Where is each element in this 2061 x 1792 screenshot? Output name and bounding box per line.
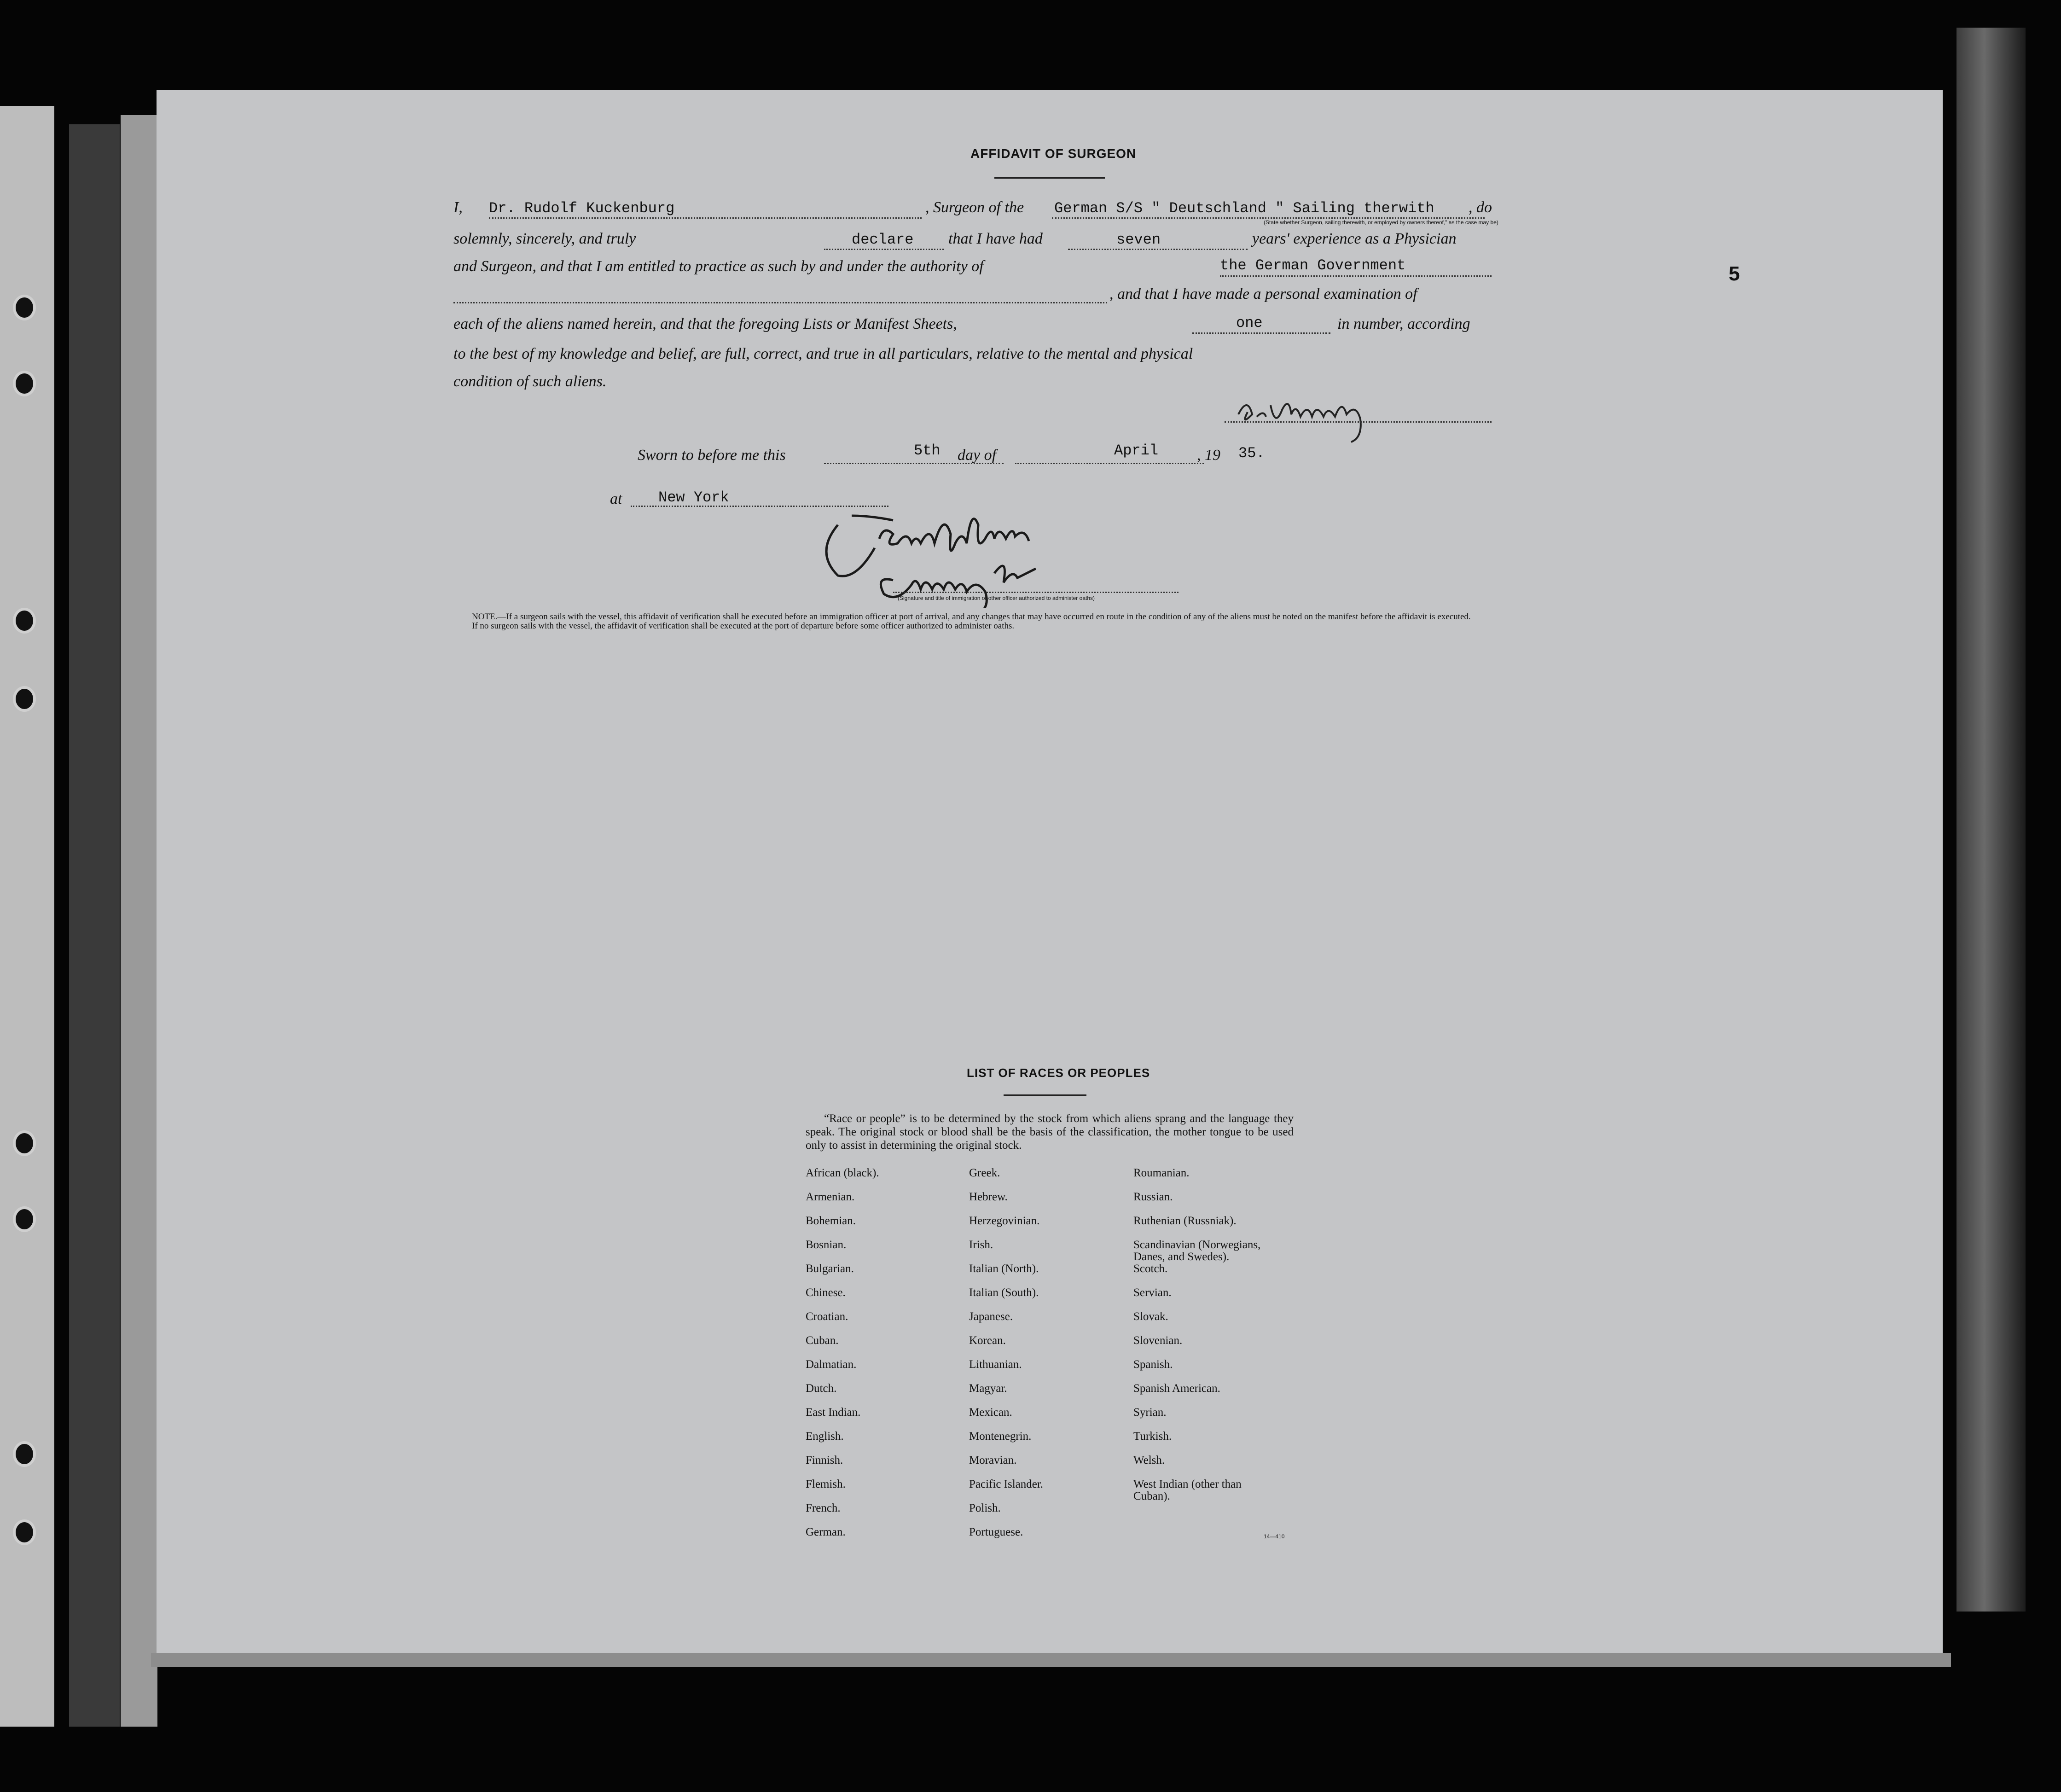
line-2-end: years' experience as a Physician (1252, 230, 1457, 247)
line-2-start: solemnly, sincerely, and truly (453, 230, 636, 247)
place-field: New York (658, 489, 729, 506)
race-item: Scotch. (1133, 1263, 1168, 1275)
race-item: Polish. (969, 1502, 1001, 1514)
note-paragraph-1: NOTE.—If a surgeon sails with the vessel, this affidavit of verification shall be executed before an immigration officer at port of arrival, and any changes that may have occurred en route in the condition of any of the aliens must be noted on the manifest before the affidavit is executed. (472, 612, 1471, 622)
race-item: Hebrew. (969, 1191, 1008, 1203)
binder-hole (13, 1130, 36, 1156)
sworn-mid: day of (958, 447, 997, 464)
races-column-2 (969, 1167, 1043, 1550)
at-label: at (610, 490, 622, 507)
race-item: Finnish. (806, 1454, 843, 1466)
race-item: Croatian. (806, 1310, 848, 1323)
race-item: Bohemian. (806, 1215, 856, 1227)
line-7: condition of such aliens. (453, 373, 607, 390)
sheets-dots (1192, 332, 1330, 334)
title-underline (994, 177, 1105, 179)
line-1-start: I, (453, 199, 463, 216)
race-item: Cuban. (806, 1334, 839, 1347)
line-2-mid: that I have had (948, 230, 1043, 247)
binder-hole (13, 295, 36, 320)
binder-hole (13, 1519, 36, 1545)
race-item: Lithuanian. (969, 1358, 1022, 1371)
month-dots (1015, 463, 1204, 464)
race-item: Japanese. (969, 1310, 1013, 1323)
race-item: Chinese. (806, 1286, 846, 1299)
binder-hole (13, 608, 36, 634)
officer-signature-line (893, 592, 1179, 593)
line-1-mid: , Surgeon of the (925, 199, 1024, 216)
race-item: African (black). (806, 1167, 879, 1179)
race-item: Servian. (1133, 1286, 1172, 1299)
affidavit-line-1 (453, 199, 463, 216)
surgeon-signature-line (1225, 421, 1492, 423)
race-item: Spanish. (1133, 1358, 1173, 1371)
race-item: German. (806, 1526, 846, 1538)
race-item: Bulgarian. (806, 1263, 854, 1275)
officer-caption: (Signature and title of immigration or other officer authorized to administer oaths) (898, 595, 1095, 601)
line-5-start: each of the aliens named herein, and that the foregoing Lists or Manifest Sheets, (453, 315, 957, 332)
binder-hole (13, 1441, 36, 1467)
race-item: Turkish. (1133, 1430, 1172, 1443)
race-item: Mexican. (969, 1406, 1012, 1419)
race-item: Dalmatian. (806, 1358, 857, 1371)
race-item: Roumanian. (1133, 1167, 1190, 1179)
month-field: April (1114, 442, 1159, 459)
races-intro: “Race or people” is to be determined by the stock from which aliens sprang and the language they speak. The original stock or blood shall be the basis of the classification, the mother tongue to be used only to assist in determining the original stock. (806, 1112, 1294, 1152)
race-item: Welsh. (1133, 1454, 1165, 1466)
race-item: Spanish American. (1133, 1382, 1220, 1395)
note-paragraph-2: If no surgeon sails with the vessel, the affidavit of verification shall be executed at the port of departure before some officer authorized to administer oaths. (472, 621, 1015, 631)
sheets-field: one (1236, 314, 1263, 332)
surgeon-name: Dr. Rudolf Kuckenburg (489, 200, 675, 217)
declare-field: declare (852, 231, 914, 248)
race-item: Russian. (1133, 1191, 1173, 1203)
page-bottom-edge (151, 1653, 1951, 1667)
declare-dots (824, 249, 944, 250)
race-item: Magyar. (969, 1382, 1007, 1395)
races-title: LIST OF RACES OR PEOPLES (967, 1066, 1150, 1080)
line-6: to the best of my knowledge and belief, are full, correct, and true in all particulars, relative to the mental and physical (453, 345, 1193, 362)
race-item: Irish. (969, 1239, 993, 1251)
race-item: Montenegrin. (969, 1430, 1032, 1443)
race-item: Korean. (969, 1334, 1006, 1347)
vessel-dots (1052, 217, 1485, 219)
year-prefix: , 19 (1197, 447, 1220, 464)
race-item: Slovak. (1133, 1310, 1168, 1323)
race-item: Portuguese. (969, 1526, 1023, 1538)
race-item: Pacific Islander. (969, 1478, 1044, 1490)
binder-strip (0, 106, 54, 1727)
races-column-3 (1133, 1167, 1260, 1502)
sworn-start: Sworn to before me this (638, 447, 786, 464)
race-item: Moravian. (969, 1454, 1017, 1466)
race-item: Greek. (969, 1167, 1000, 1179)
binder-hole (13, 686, 36, 712)
vessel-name: German S/S " Deutschland " Sailing therwith (1054, 200, 1434, 217)
authority-field: the German Government (1220, 257, 1406, 274)
race-item: Ruthenian (Russniak). (1133, 1215, 1237, 1227)
surgeon-signature (1234, 391, 1418, 447)
line-5-end: in number, according (1337, 315, 1470, 332)
vessel-note: (State whether Surgeon, sailing therewith, or employed by owners thereof," as the case may be) (1264, 219, 1498, 226)
race-item: French. (806, 1502, 841, 1514)
race-item: Italian (South). (969, 1286, 1039, 1299)
form-number: 14—410 (1264, 1533, 1285, 1540)
binder-hole (13, 371, 36, 396)
line-1-end: , do (1469, 199, 1492, 216)
race-item: English. (806, 1430, 844, 1443)
race-item: East Indian. (806, 1406, 861, 1419)
binder-hole (13, 1206, 36, 1232)
document-page (157, 90, 1943, 1653)
surgeon-name-dots (489, 217, 922, 219)
binder-edge-light (121, 115, 157, 1727)
day-field: 5th (914, 442, 941, 459)
years-dots (1068, 249, 1248, 250)
race-item: Italian (North). (969, 1263, 1039, 1275)
years-field: seven (1116, 231, 1161, 248)
race-item: West Indian (other than Cuban). (1133, 1478, 1242, 1502)
line-4: , and that I have made a personal examination of (1109, 285, 1417, 303)
authority-continued-dots (453, 302, 1107, 303)
race-item: Armenian. (806, 1191, 855, 1203)
officer-signature (810, 497, 1160, 608)
race-item: Slovenian. (1133, 1334, 1183, 1347)
race-item: Flemish. (806, 1478, 846, 1490)
year-field: 35. (1238, 445, 1265, 462)
authority-dots (1220, 275, 1492, 277)
affidavit-note (453, 612, 1494, 631)
races-column-1 (806, 1167, 879, 1550)
affidavit-title: AFFIDAVIT OF SURGEON (970, 146, 1137, 161)
race-item: Scandinavian (Norwegians, Danes, and Swedes). (1133, 1239, 1261, 1263)
race-item: Dutch. (806, 1382, 837, 1395)
races-title-underline (1004, 1094, 1086, 1096)
race-item: Herzegovinian. (969, 1215, 1040, 1227)
race-item: Syrian. (1133, 1406, 1167, 1419)
page-number: 5 (1729, 262, 1740, 285)
page-edge-shadow (1956, 28, 2026, 1612)
binder-edge (69, 124, 120, 1727)
race-item: Bosnian. (806, 1239, 847, 1251)
line-3-start: and Surgeon, and that I am entitled to practice as such by and under the authority of (453, 258, 984, 275)
